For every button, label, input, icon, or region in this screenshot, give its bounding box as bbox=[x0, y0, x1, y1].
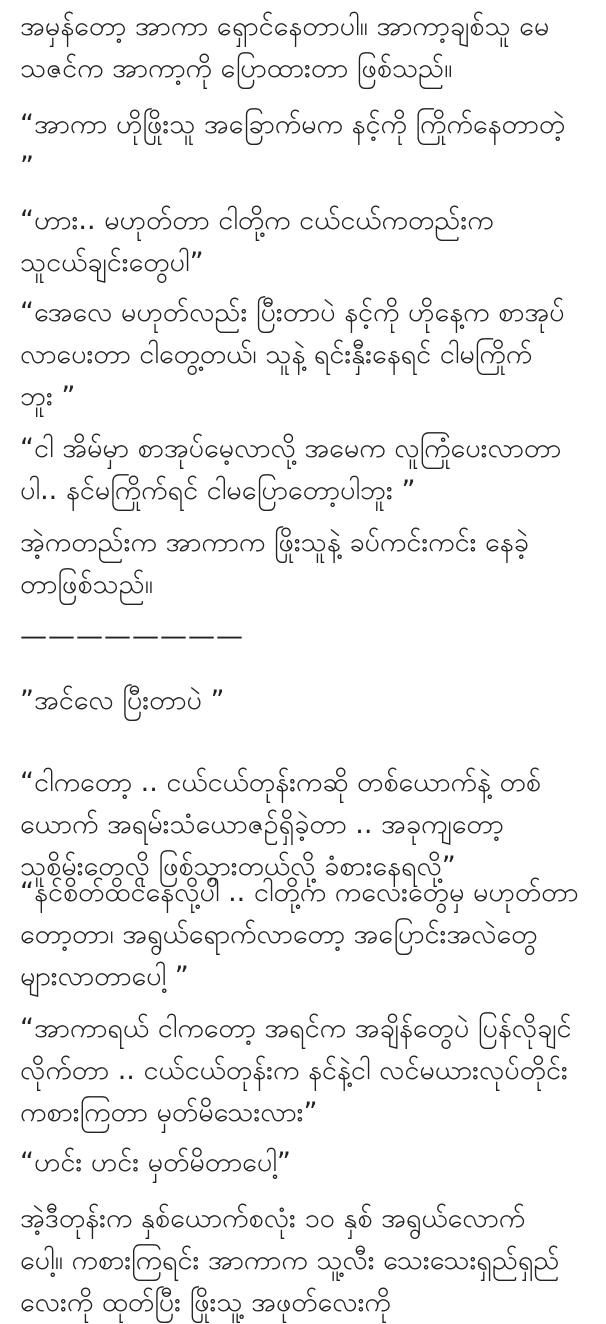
paragraph-9 bbox=[20, 872, 600, 998]
text-line: တာဖြစ်သည်။ bbox=[20, 569, 153, 600]
paragraph-8 bbox=[20, 762, 600, 888]
paragraph-4 bbox=[20, 292, 600, 418]
text-line: “ငါ အိမ်မှာ စာအုပ်မေ့လာလို့ အမေက လူကြုံပေးလာတာ bbox=[20, 433, 562, 464]
text-line: သဇင်က အာကာ့ကို ပြောထားတာ ဖြစ်သည်။ bbox=[20, 53, 453, 84]
text-line: ယောက် အရမ်းသံယောဇဉ်ရှိခဲ့တာ .. အခုကျတော့ bbox=[20, 809, 504, 840]
paragraph-3 bbox=[20, 200, 600, 284]
text-line: တော့တာ၊ အရွယ်ရောက်လာတော့ အပြောင်းအလဲတွေ bbox=[20, 919, 538, 950]
paragraph-12 bbox=[20, 1198, 600, 1324]
paragraph-1 bbox=[20, 6, 600, 90]
text-line: ” bbox=[20, 151, 34, 182]
text-line: “ဟား.. မဟုတ်တာ ငါတို့က ငယ်ငယ်ကတည်းက bbox=[20, 205, 494, 236]
paragraph-7 bbox=[20, 680, 600, 722]
text-line: များလာတာပေါ့ ” bbox=[20, 961, 189, 992]
text-line: အဲ့ကတည်းက အာကာက ဖြိုးသူနဲ့ ခပ်ကင်းကင်း နေခဲ့ bbox=[20, 527, 529, 558]
text-line: သူစိမ်းတွေလို ဖြစ်သွားတယ်လို့ ခံစားနေရလို့” bbox=[20, 851, 456, 882]
paragraph-6 bbox=[20, 522, 600, 606]
paragraph-11 bbox=[20, 1142, 600, 1184]
paragraph-5 bbox=[20, 428, 600, 512]
text-line: ”အင်လေ ပြီးတာပဲ ” bbox=[20, 685, 225, 716]
text-line: ဘူး ” bbox=[20, 381, 76, 412]
text-line: အဲ့ဒီတုန်းက နှစ်ယောက်စလုံး ၁၀ နှစ် အရွယ်လောက် bbox=[20, 1203, 526, 1234]
section-divider: ———————— bbox=[20, 621, 244, 652]
text-line: လေးကို ထုတ်ပြီး ဖြိုးသူ့ အဖုတ်လေးကို bbox=[20, 1287, 391, 1318]
text-line: “နင်စိတ်ထင်နေလို့ပါ .. ငါတို့က ကလေးတွေမှ မဟုတ်တာ bbox=[20, 877, 579, 908]
text-line: လာပေးတာ ငါတွေ့တယ်၊ သူနဲ့ ရင်းနှီးနေရင် ငါမကြိုက် bbox=[20, 339, 533, 370]
paragraph-2 bbox=[20, 104, 600, 188]
text-line: ကစားကြတာ မှတ်မိသေးလား” bbox=[20, 1097, 318, 1128]
text-line: သူငယ်ချင်းတွေပါ” bbox=[20, 247, 204, 278]
text-line: အမှန်တော့ အာကာ ရှောင်နေတာပါ။ အာကာ့ချစ်သူ မေ bbox=[20, 11, 550, 42]
paragraph-10 bbox=[20, 1008, 600, 1134]
text-line: ပေါ့။ ကစားကြရင်း အာကာက သူ့လီး သေးသေးရှည်ရှည် bbox=[20, 1245, 560, 1276]
text-line: “အာကာရယ် ငါကတော့ အရင်က အချိန်တွေပဲ ပြန်လိုချင် bbox=[20, 1013, 572, 1044]
text-line: “အာကာ ဟိုဖြိုးသူ အခြောက်မက နင့်ကို ကြိုက်နေတာတဲ့ bbox=[20, 109, 566, 140]
text-line: “ဟင်း ဟင်း မှတ်မိတာပေါ့” bbox=[20, 1147, 291, 1178]
text-line: ပါ.. နင်မကြိုက်ရင် ငါမပြောတော့ပါဘူး ” bbox=[20, 475, 416, 506]
text-line: “ငါကတော့ .. ငယ်ငယ်တုန်းကဆို တစ်ယောက်နဲ့ တစ် bbox=[20, 767, 541, 798]
text-line: လိုက်တာ .. ငယ်ငယ်တုန်းက နင်နဲ့ငါ လင်မယားလုပ်တိုင်း bbox=[20, 1055, 568, 1086]
text-line: “အေလေ မဟုတ်လည်း ပြီးတာပဲ နင့်ကို ဟိုနေ့က စာအုပ် bbox=[20, 297, 565, 328]
